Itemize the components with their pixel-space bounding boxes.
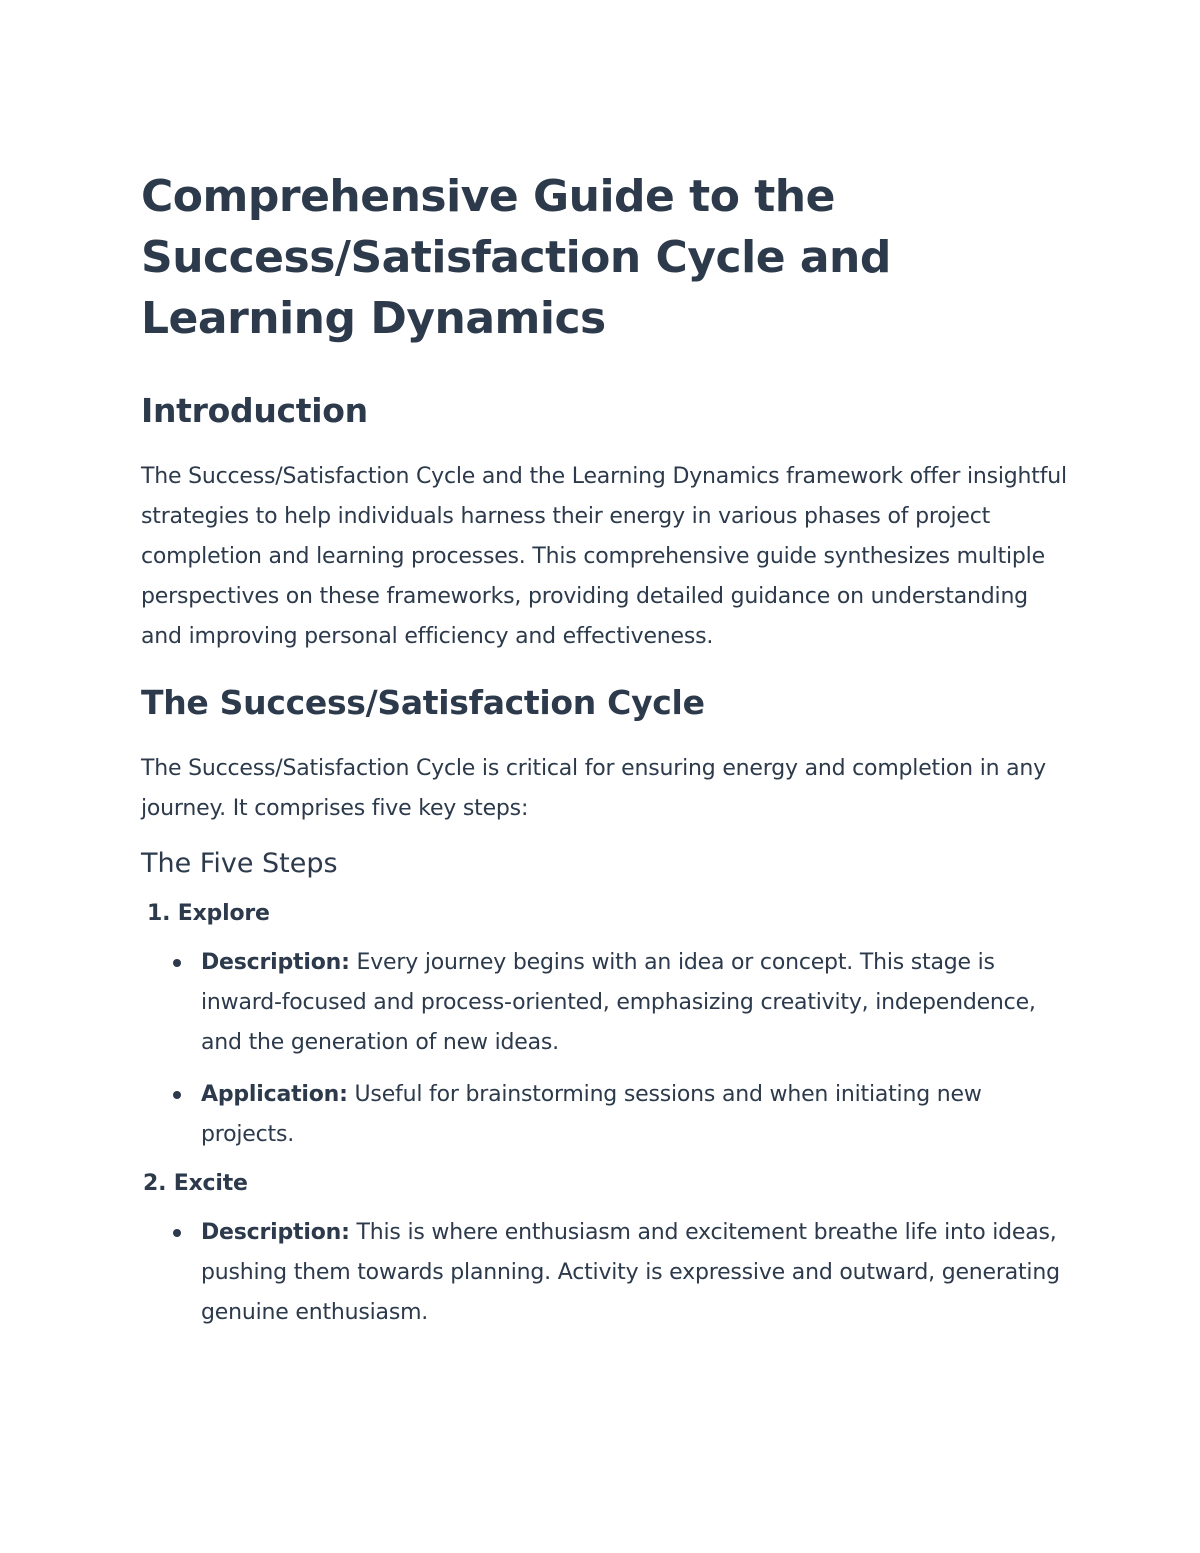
introduction-paragraph: The Success/Satisfaction Cycle and the Learning Dynamics framework offer insightful strategies to help individuals harness their energy in various phases of project completion and learning processes. This comprehensive guide synthesizes multiple perspectives on these frameworks, providing detailed guidance on understanding and improving personal efficiency and effectiveness. <box>141 464 1067 649</box>
step-title-text: Explore <box>177 901 270 926</box>
five-steps-subheading: The Five Steps <box>141 848 338 879</box>
bullet-icon <box>173 1091 181 1099</box>
step-title-text: Excite <box>173 1171 248 1196</box>
description-text: Every journey begins with an idea or concept. This stage is inward-focused and process-oriented, emphasizing creativity, independence, and the generation of new ideas. <box>201 950 1036 1055</box>
description-label: Description: <box>201 1220 350 1245</box>
steps-list <box>141 897 1071 1333</box>
document-page <box>141 166 1071 1345</box>
description-text: This is where enthusiasm and excitement breathe life into ideas, pushing them towards planning. Activity is expressive and outward, generating genuine enthusiasm. <box>201 1220 1060 1325</box>
application-text: Useful for brainstorming sessions and when initiating new projects. <box>201 1082 982 1147</box>
list-item <box>141 1167 1071 1333</box>
cycle-paragraph: The Success/Satisfaction Cycle is critical for ensuring energy and completion in any journey. It comprises five key steps: <box>141 756 1046 821</box>
cycle-heading: The Success/Satisfaction Cycle <box>141 683 705 722</box>
bullet-icon <box>173 959 181 967</box>
application-label: Application: <box>201 1082 348 1107</box>
step-title <box>141 897 1071 931</box>
step-number: 2. <box>143 1171 167 1196</box>
list-item <box>141 943 1071 1063</box>
introduction-heading: Introduction <box>141 391 368 430</box>
step-details <box>141 1213 1071 1333</box>
description-label: Description: <box>201 950 350 975</box>
page-title: Comprehensive Guide to the Success/Satisfaction Cycle and Learning Dynamics <box>141 171 891 344</box>
list-item <box>141 1075 1071 1155</box>
list-item <box>141 1213 1071 1333</box>
step-number: 1. <box>147 901 171 926</box>
bullet-icon <box>173 1229 181 1237</box>
step-details <box>141 943 1071 1155</box>
list-item <box>141 897 1071 1155</box>
step-title <box>141 1167 1071 1201</box>
